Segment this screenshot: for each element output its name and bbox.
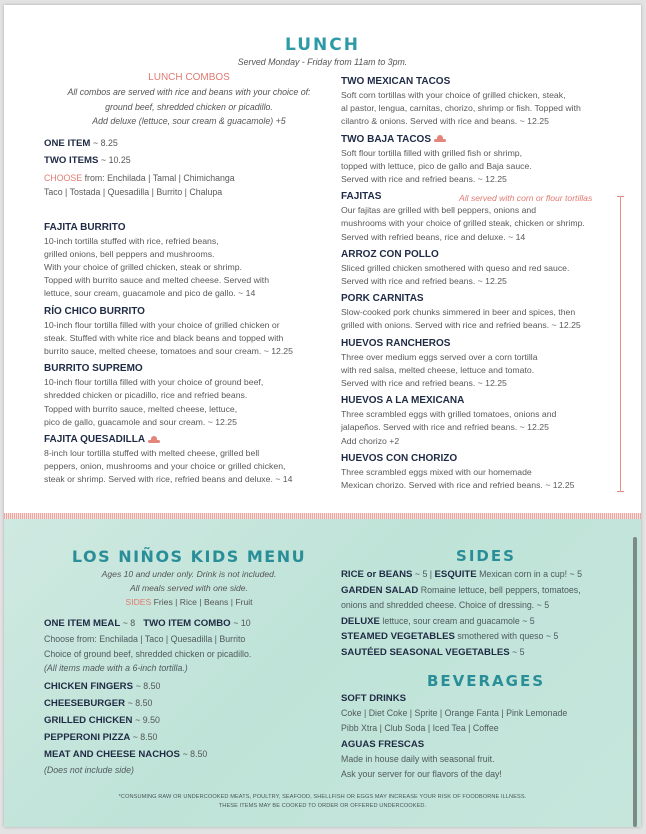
menu-item-name: TWO BAJA TACOS — [341, 133, 431, 145]
description-line: al pastor, lengua, carnitas, chorizo, shrimp or fish. Topped with — [341, 103, 581, 114]
kids-sides-line — [44, 595, 334, 609]
menu-item-description — [341, 204, 631, 244]
kids-item-price: ~ 8.50 — [132, 731, 158, 742]
description-line: Three scrambled eggs with grilled tomatoes, onions and — [341, 409, 557, 420]
side-item-detail: smothered with queso ~ 5 — [454, 631, 559, 641]
description-line: Served with rice and refried beans. ~ 12.25 — [341, 276, 507, 287]
menu-item — [44, 433, 334, 487]
description-line: grilled onions, bell peppers and mushrooms. — [44, 248, 215, 259]
sides-title: SIDES — [456, 547, 516, 565]
kids-note-line: Ages 10 and under only. Drink is not included. — [101, 569, 277, 579]
description-line: Our fajitas are grilled with bell peppers, onions and — [341, 205, 537, 216]
menu-item-name: HUEVOS RANCHEROS — [341, 337, 451, 349]
kids-menu-item — [44, 678, 334, 695]
combos-note-line: Add deluxe (lettuce, sour cream & guacamole) +5 — [92, 116, 286, 126]
one-item-price: ~ 8.25 — [93, 137, 118, 148]
menu-item-description — [341, 306, 631, 332]
side-item — [341, 567, 631, 583]
kids-item-name: MEAT AND CHEESE NACHOS — [44, 748, 180, 760]
sombrero-icon — [148, 436, 160, 443]
bracket-cap-bottom — [617, 491, 624, 492]
menu-item-name: FAJITA QUESADILLA — [44, 433, 146, 445]
lunch-section — [4, 5, 641, 510]
soft-drinks-heading: SOFT DRINKS — [341, 693, 407, 704]
description-line: Three over medium eggs served over a corn tortilla — [341, 351, 538, 362]
menu-item-description — [341, 408, 631, 448]
description-line: Sliced grilled chicken smothered with queso and red sauce. — [341, 262, 570, 273]
kids-menu-item — [44, 729, 334, 746]
side-item — [341, 583, 631, 599]
menu-item — [44, 305, 334, 359]
menu-item — [341, 452, 631, 492]
description-line: lettuce, sour cream, guacamole and pico de gallo. ~ 14 — [44, 288, 256, 299]
description-line: Soft flour tortilla filled with grilled fish or shrimp, — [341, 147, 523, 158]
description-line: Served with rice and refried beans. ~ 12.25 — [341, 378, 507, 389]
menu-item — [341, 133, 631, 187]
kids-item-price: ~ 8.50 — [127, 697, 153, 708]
side-item-detail: Romaine lettuce, bell peppers, tomatoes, — [418, 584, 581, 595]
menu-item — [44, 362, 334, 429]
kids-sides-label: SIDES — [125, 597, 152, 607]
description-line: 10-inch flour tortilla filled with your choice of ground beef, — [44, 377, 264, 388]
bracket-cap-top — [617, 196, 624, 197]
side-item-detail: ~ 5 | — [412, 569, 435, 579]
beverages-title: BEVERAGES — [426, 672, 546, 690]
description-line: mushrooms with your choice of grilled steak, chicken or shrimp. — [341, 218, 585, 229]
description-line: with red salsa, melted cheese, lettuce and tomato. — [341, 364, 535, 375]
menu-item-title — [44, 221, 334, 234]
two-items-name: TWO ITEMS — [44, 154, 99, 166]
description-line: cilantro & onions. Served with rice and beans. ~ 12.25 — [341, 116, 549, 127]
lunch-right-column — [341, 75, 631, 496]
kids-title: LOS NIÑOS KIDS MENU — [71, 547, 307, 566]
side-item-name: SAUTÉED SEASONAL VEGETABLES — [341, 646, 510, 658]
menu-item-name: FAJITAS — [341, 191, 382, 203]
kids-meal-prices — [44, 615, 334, 632]
kids-item-name: PEPPERONI PIZZA — [44, 731, 131, 743]
description-line: Three scrambled eggs mixed with our homemade — [341, 466, 532, 477]
side-item-detail: ~ 5 — [509, 646, 525, 657]
kids-item-name: CHEESEBURGER — [44, 697, 126, 709]
menu-item-title — [44, 362, 334, 375]
menu-item — [341, 394, 631, 448]
menu-item-title — [341, 292, 631, 305]
side-item-detail: onions and shredded cheese. Choice of dressing. ~ 5 — [341, 600, 550, 610]
choose-options — [44, 171, 334, 199]
lunch-combos-note — [44, 85, 334, 129]
description-line: 10-inch tortilla stuffed with rice, refried beans, — [44, 235, 219, 246]
menu-item-title — [341, 452, 631, 465]
description-line: Soft corn tortillas with your choice of grilled chicken, steak, — [341, 90, 566, 100]
kids-combo-line: Choose from: Enchilada | Taco | Quesadilla | Burrito — [44, 634, 246, 644]
menu-item-title — [341, 248, 631, 261]
menu-item-name: FAJITA BURRITO — [44, 221, 126, 233]
description-line: Served with rice and refried beans. ~ 12.25 — [341, 174, 507, 185]
menu-item-title — [341, 75, 631, 88]
menu-item — [341, 337, 631, 391]
kids-item-price: ~ 8.50 — [182, 748, 208, 759]
one-item-meal-name: ONE ITEM MEAL — [44, 618, 121, 629]
kids-menu-item — [44, 712, 334, 729]
side-item-name: RICE or BEANS — [341, 569, 413, 580]
disclaimer-line: *CONSUMING RAW OR UNDERCOOKED MEATS, POULTRY, SEAFOOD, SHELLFISH OR EGGS MAY INCREASE YOUR RISK OF FOODBORNE ILLNESS. — [118, 794, 527, 800]
menu-item-description — [341, 466, 631, 492]
lunch-title: LUNCH — [285, 35, 360, 55]
menu-item-description — [341, 147, 631, 187]
menu-item-description — [341, 351, 631, 391]
description-line: peppers, onion, mushrooms and your choice or grilled chicken, — [44, 461, 286, 472]
two-item-combo-price: ~ 10 — [233, 618, 251, 628]
kids-item-price: ~ 9.50 — [135, 714, 160, 725]
lunch-left-column — [44, 71, 334, 491]
description-line: steak or shrimp. Served with rice, refried beans and deluxe. ~ 14 — [44, 474, 293, 485]
choose-label: CHOOSE — [44, 172, 83, 183]
menu-item-description — [341, 89, 631, 129]
lunch-subtitle: Served Monday - Friday from 11am to 3pm. — [237, 57, 408, 67]
kids-sides-section — [4, 519, 641, 827]
description-line: Add chorizo +2 — [341, 435, 400, 446]
combos-note-line: All combos are served with rice and beans with your choice of: — [67, 87, 311, 97]
menu-item-description — [341, 262, 631, 288]
description-line: Topped with burrito sauce and melted cheese. Served with — [44, 275, 270, 286]
side-item — [341, 614, 631, 630]
menu-item-title — [44, 305, 334, 318]
menu-item-description — [44, 376, 334, 429]
menu-item-description — [44, 319, 334, 359]
menu-item-title — [341, 133, 631, 146]
combos-note-line: ground beef, shredded chicken or picadillo. — [105, 101, 273, 112]
description-line: burrito sauce, melted cheese, tomatoes and sour cream. ~ 12.25 — [44, 345, 293, 356]
choose-line-1 — [44, 171, 334, 185]
two-items-price: ~ 10.25 — [101, 154, 131, 165]
disclaimer-line: THESE ITEMS MAY BE COOKED TO ORDER OR OFFERED UNDERCOOKED. — [218, 803, 427, 809]
description-line: jalapeños. Served with rice and refried beans. ~ 12.25 — [341, 422, 549, 433]
kids-note-line: All meals served with one side. — [130, 583, 248, 593]
side-item — [341, 629, 631, 645]
aguas-line: Made in house daily with seasonal fruit. — [341, 754, 495, 764]
description-line: pico de gallo, guacamole and sour cream. ~ 12.25 — [44, 416, 237, 427]
soft-drinks-line: Coke | Diet Coke | Sprite | Orange Fanta | Pink Lemonade — [341, 708, 568, 718]
two-items-line — [44, 152, 334, 169]
kids-item-name: GRILLED CHICKEN — [44, 714, 133, 726]
lunch-combos-heading: LUNCH COMBOS — [148, 72, 230, 83]
combo-prices — [44, 135, 334, 169]
menu-item-name: HUEVOS A LA MEXICANA — [341, 395, 465, 407]
kids-items — [44, 615, 334, 777]
lunch-right-items — [341, 75, 631, 492]
menu-item-title — [341, 337, 631, 350]
description-line: Slow-cooked pork chunks simmered in beer and spices, then — [341, 307, 576, 318]
food-safety-disclaimer — [4, 793, 641, 811]
menu-item — [341, 75, 631, 129]
choose-line-2: Taco | Tostada | Quesadilla | Burrito | Chalupa — [44, 186, 223, 197]
menu-item-name: RÍO CHICO BURRITO — [44, 305, 145, 317]
side-item — [341, 645, 631, 661]
side-item-name: GARDEN SALAD — [341, 584, 419, 596]
menu-item-name: PORK CARNITAS — [341, 293, 424, 305]
side-item-name: DELUXE — [341, 615, 380, 627]
menu-item-title — [44, 433, 334, 446]
description-line: topped with lettuce, pico de gallo and Baja sauce. — [341, 160, 532, 171]
one-item-meal-price: ~ 8 — [122, 618, 136, 628]
aguas-frescas-heading: AGUAS FRESCAS — [341, 739, 425, 750]
one-item-name: ONE ITEM — [44, 137, 91, 149]
description-line: grilled with onions. Served with rice and refried beans. ~ 12.25 — [341, 320, 581, 331]
menu-item-name: HUEVOS CON CHORIZO — [341, 452, 458, 464]
one-item-line — [44, 135, 334, 152]
menu-page — [4, 5, 641, 827]
kids-menu-item — [44, 746, 334, 763]
description-line: shredded chicken or picadillo, rice and refried beans. — [44, 390, 248, 401]
side-item-name: ESQUITE — [434, 569, 477, 580]
kids-note — [44, 567, 334, 609]
kids-combo-line: Choice of ground beef, shredded chicken or picadillo. — [44, 648, 252, 659]
menu-item-description — [44, 235, 334, 301]
side-item-detail: lettuce, sour cream and guacamole ~ 5 — [379, 615, 535, 626]
menu-item-description — [44, 447, 334, 487]
sombrero-icon — [434, 135, 446, 142]
side-item-name: STEAMED VEGETABLES — [341, 631, 455, 642]
scrollbar[interactable] — [633, 537, 637, 827]
menu-item-title — [341, 394, 631, 407]
description-line: Mexican chorizo. Served with rice and refried beans. ~ 12.25 — [341, 480, 575, 491]
kids-menu-item — [44, 695, 334, 712]
side-item — [341, 598, 631, 614]
description-line: Served with refried beans, rice and deluxe. ~ 14 — [341, 231, 526, 242]
menu-item — [44, 221, 334, 301]
kids-item-list — [44, 678, 334, 763]
menu-item-name: BURRITO SUPREMO — [44, 363, 143, 375]
kids-sides-list: Fries | Rice | Beans | Fruit — [151, 597, 253, 607]
kids-item-name: CHICKEN FINGERS — [44, 680, 134, 692]
description-line: steak. Stuffed with white rice and black beans and topped with — [44, 332, 284, 343]
side-item-detail: Mexican corn in a cup! ~ 5 — [476, 569, 583, 579]
description-line: 10-inch flour tortilla filled with your choice of grilled chicken or — [44, 319, 280, 330]
menu-item — [341, 248, 631, 288]
tortilla-note: All served with corn or flour tortillas — [459, 193, 593, 203]
fajitas-bracket-line — [620, 196, 621, 491]
lunch-left-items — [44, 221, 334, 487]
soft-drinks-line: Pibb Xtra | Club Soda | Iced Tea | Coffee — [341, 722, 499, 733]
choose-list-1: from: Enchilada | Tamal | Chimichanga — [82, 172, 235, 183]
description-line: With your choice of grilled chicken, steak or shrimp. — [44, 261, 242, 272]
kids-combo-note: (All items made with a 6-inch tortilla.) — [44, 663, 188, 673]
menu-item-name: TWO MEXICAN TACOS — [341, 76, 451, 87]
beverages-list — [341, 692, 631, 781]
two-item-combo-name: TWO ITEM COMBO — [143, 618, 231, 629]
menu-item — [341, 292, 631, 332]
nachos-note: (Does not include side) — [44, 764, 134, 775]
description-line: Topped with burrito sauce, melted cheese, lettuce, — [44, 403, 238, 414]
sides-list — [341, 567, 631, 660]
kids-item-price: ~ 8.50 — [135, 680, 161, 691]
aguas-line: Ask your server for our flavors of the day! — [341, 768, 502, 779]
description-line: 8-inch lour tortilla stuffed with melted cheese, grilled bell — [44, 447, 260, 458]
menu-item-name: ARROZ CON POLLO — [341, 248, 439, 260]
